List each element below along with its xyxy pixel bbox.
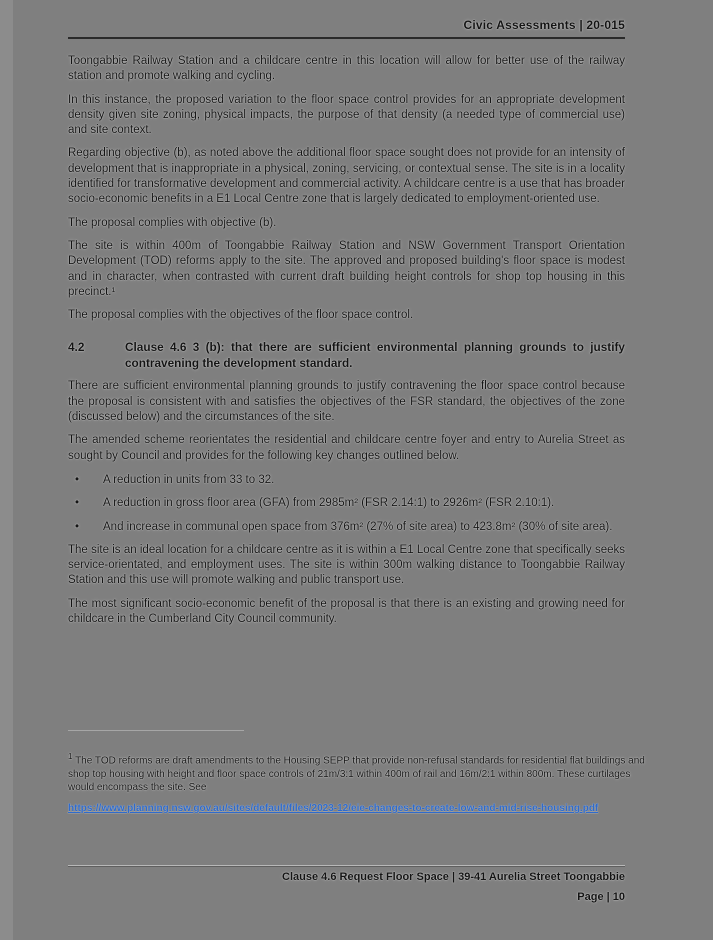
document-page: [68, 0, 625, 627]
bullet-list: [68, 473, 625, 535]
list-item-text: A reduction in gross floor area (GFA) from 2985m² (FSR 2.14:1) to 2926m² (FSR 2.10:1).: [103, 497, 555, 510]
header-text: Civic Assessments | 20-015: [463, 18, 625, 32]
footnote: [68, 750, 646, 795]
footnote-text: The TOD reforms are draft amendments to the Housing SEPP that provide non-refusal standards for residential flat buildings and shop top housing with height and floor space controls of 21m/3:1 within 400m of rail and 16m/2:1 within 800m. These curtilages would encompass the site. See: [68, 755, 645, 794]
list-item: [68, 520, 625, 535]
footnote-marker: 1: [68, 752, 73, 761]
paragraph: Toongabbie Railway Station and a childcare centre in this location will allow for better use of the railway station and promote walking and cycling.: [68, 55, 625, 83]
list-item-text: A reduction in units from 33 to 32.: [103, 473, 275, 486]
page-header: [68, 0, 625, 39]
list-item-text: And increase in communal open space from 376m² (27% of site area) to 423.8m² (30% of site area).: [103, 520, 613, 533]
list-item: [68, 496, 625, 511]
section-heading: [68, 340, 625, 371]
paragraph: The amended scheme reorientates the residential and childcare centre foyer and entry to Aurelia Street as sought by Council and provides for the following key changes outlined below.: [68, 434, 625, 462]
footnote-hyperlink[interactable]: https://www.planning.nsw.gov.au/sites/default/files/2023-12/eie-changes-to-create-low-and-mid-rise-housing.pdf: [68, 803, 599, 814]
footer-title: Clause 4.6 Request Floor Space | 39-41 Aurelia Street Toongabbie: [282, 871, 625, 883]
paragraph: The site is within 400m of Toongabbie Railway Station and NSW Government Transport Orientation Development (TOD) reforms apply to the site. The approved and proposed building's floor space is modest and in character, when contrasted with current draft building height controls for shop top housing in this precinct.¹: [68, 239, 625, 298]
list-item: [68, 473, 625, 488]
bullet-icon: •: [75, 520, 80, 533]
paragraph: The site is an ideal location for a childcare centre as it is within a E1 Local Centre zone that specifically seeks service-orientated, and employment uses. The site is within 300m walking distance to Toongabbie Railway Station and this use will promote walking and public transport use.: [68, 543, 625, 587]
bullet-icon: •: [75, 473, 80, 486]
paragraph: The proposal complies with the objectives of the floor space control.: [68, 309, 414, 322]
paragraph: Regarding objective (b), as noted above the additional floor space sought does not provide for an intensity of development that is inappropriate in a physical, zoning, servicing, or contextual sense. The site is in a locality identified for transformative development and commercial activity. A childcare centre is a use that has broader socio-economic benefits in a E1 Local Centre zone that is largely dedicated to employment-oriented use.: [68, 147, 625, 206]
scan-edge-artifact: [0, 0, 13, 940]
page-footer: [68, 866, 625, 904]
bullet-icon: •: [75, 497, 80, 510]
footer-page-number: Page | 10: [577, 891, 625, 903]
section-title: Clause 4.6 3 (b): that there are sufficient environmental planning grounds to justify contravening the development standard.: [125, 340, 625, 370]
paragraph: The most significant socio-economic benefit of the proposal is that there is an existing and growing need for childcare in the Cumberland City Council community.: [68, 597, 625, 626]
section-number: 4.2: [68, 340, 85, 355]
paragraph: The proposal complies with objective (b).: [68, 216, 277, 229]
paragraph: In this instance, the proposed variation to the floor space control provides for an appropriate development density given site zoning, physical impacts, the purpose of that density (a needed type of commercial use) and site context.: [68, 93, 625, 137]
paragraph: There are sufficient environmental planning grounds to justify contravening the floor space control because the proposal is consistent with and satisfies the objectives of the FSR standard, the objectives of the zone (discussed below) and the circumstances of the site.: [68, 380, 625, 424]
footnote-separator: [68, 730, 244, 731]
